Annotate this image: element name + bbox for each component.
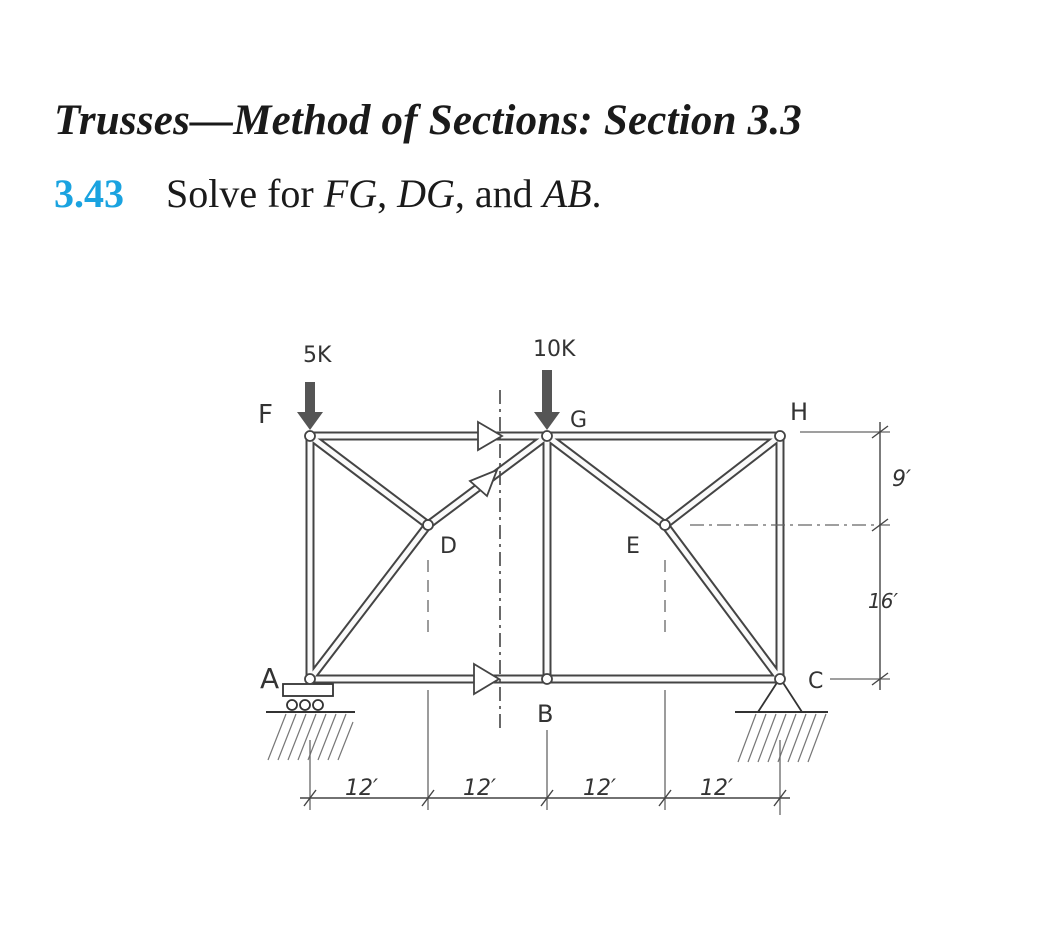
joint-label-c: C bbox=[808, 669, 824, 694]
roller-support-a bbox=[283, 684, 333, 710]
joint-a bbox=[305, 674, 315, 684]
joint-label-b: B bbox=[537, 700, 554, 728]
force-arrow-ab bbox=[474, 664, 499, 694]
joint-c bbox=[775, 674, 785, 684]
construction-lines bbox=[310, 432, 890, 815]
joint-h bbox=[775, 431, 785, 441]
load-arrow-10k bbox=[534, 370, 560, 430]
joint-g bbox=[542, 431, 552, 441]
joint-b bbox=[542, 674, 552, 684]
force-arrow-fg bbox=[478, 422, 502, 450]
truss-members bbox=[310, 436, 780, 679]
dimension-bay-1: 12′ bbox=[345, 776, 378, 801]
joint-f bbox=[305, 431, 315, 441]
period: . bbox=[591, 171, 602, 216]
problem-number: 3.43 bbox=[54, 171, 124, 216]
dimension-bay-2: 12′ bbox=[463, 776, 496, 801]
joint-label-e: E bbox=[626, 534, 640, 559]
joint-d bbox=[423, 520, 433, 530]
dimension-bay-3: 12′ bbox=[583, 776, 616, 801]
joint-label-g: G bbox=[570, 408, 588, 433]
member-fg-label: FG bbox=[323, 171, 378, 216]
joint-label-h: H bbox=[790, 398, 809, 426]
joint-label-d: D bbox=[440, 534, 457, 559]
load-label-5k: 5K bbox=[303, 343, 332, 368]
load-arrow-5k bbox=[297, 382, 323, 430]
section-title: Trusses—Method of Sections: Section 3.3 bbox=[54, 97, 802, 144]
dimension-bay-4: 12′ bbox=[700, 776, 733, 801]
dimension-upper-height: 9′ bbox=[892, 467, 911, 492]
dimension-lower-height: 16′ bbox=[868, 589, 898, 613]
joint-label-a: A bbox=[260, 662, 280, 695]
separator: , and bbox=[454, 171, 543, 216]
joint-e bbox=[660, 520, 670, 530]
load-label-10k: 10K bbox=[533, 337, 576, 362]
member-dg-label: DG bbox=[397, 171, 455, 216]
separator: , bbox=[377, 171, 398, 216]
vertical-dimension bbox=[872, 422, 888, 690]
problem-text: Solve for bbox=[166, 171, 324, 216]
joint-label-f: F bbox=[258, 400, 273, 430]
member-ab-label: AB bbox=[542, 171, 592, 216]
ground-right bbox=[735, 712, 828, 762]
